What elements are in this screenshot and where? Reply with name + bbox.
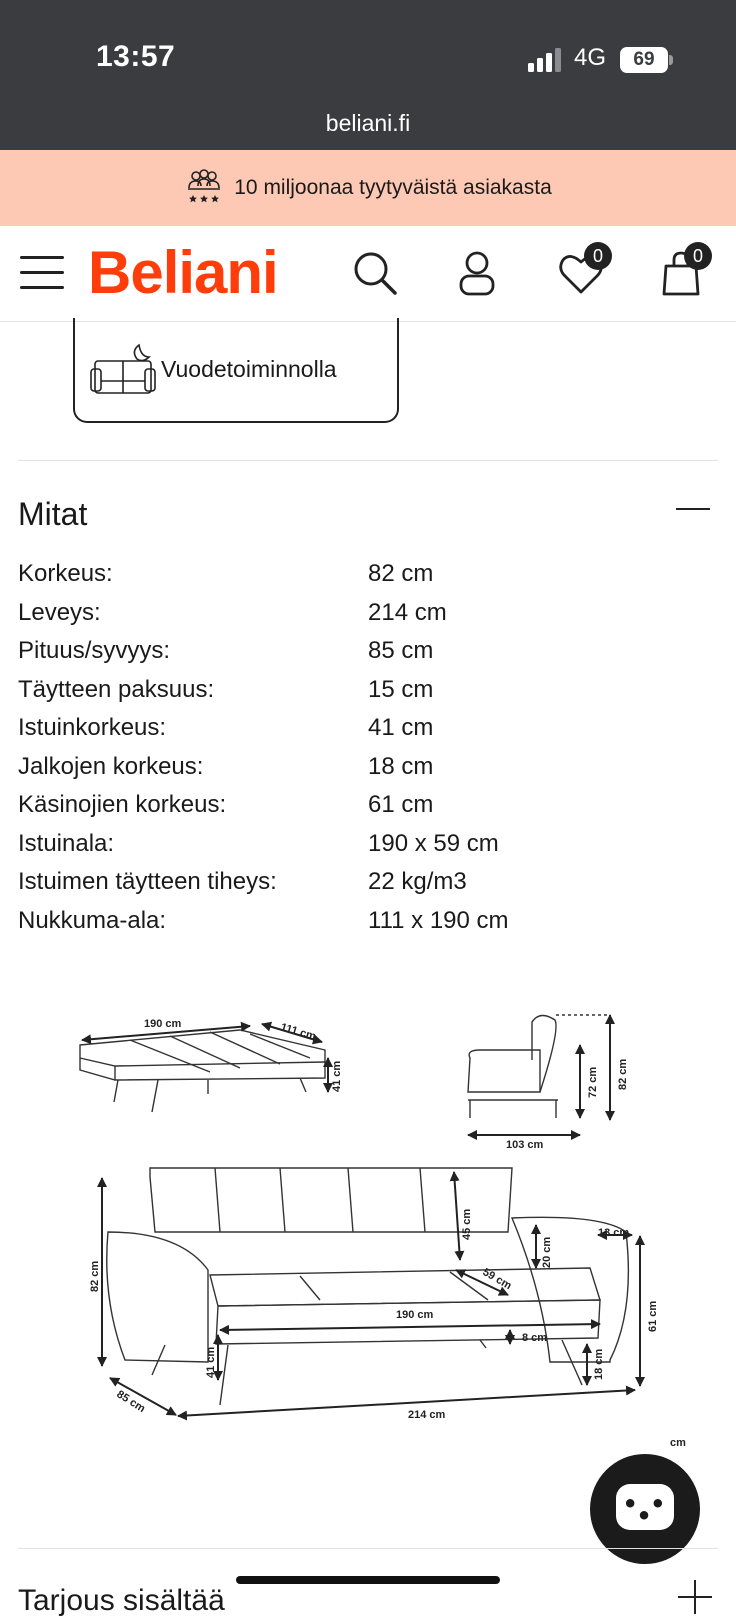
divider — [18, 1548, 718, 1549]
logo[interactable]: Beliani — [88, 239, 278, 306]
spec-value: 41 cm — [368, 714, 434, 742]
search-icon[interactable] — [350, 248, 400, 298]
cart-button[interactable] — [656, 248, 706, 298]
spec-row — [18, 863, 718, 902]
dim-label: 8 cm — [522, 1332, 548, 1344]
wishlist-button[interactable] — [556, 248, 606, 298]
spec-label: Käsinojien korkeus: — [18, 791, 227, 819]
chat-icon: • • • — [616, 1484, 674, 1530]
home-indicator[interactable] — [236, 1576, 500, 1584]
battery-nub — [669, 55, 673, 65]
dim-label: 13 cm — [598, 1227, 630, 1239]
sofa-bed-icon — [89, 341, 157, 399]
dim-label: 41 cm — [331, 1060, 343, 1092]
customers-icon — [184, 168, 224, 208]
url-bar[interactable]: beliani.fi — [325, 110, 411, 136]
collapse-icon[interactable] — [676, 508, 710, 510]
spec-label: Pituus/syvyys: — [18, 637, 171, 665]
status-bar — [0, 0, 736, 150]
spec-value: 85 cm — [368, 637, 434, 665]
spec-row — [18, 671, 718, 710]
spec-value: 190 x 59 cm — [368, 829, 499, 857]
spec-label: Korkeus: — [18, 560, 113, 588]
spec-row — [18, 555, 718, 594]
spec-row — [18, 786, 718, 825]
dim-label: 20 cm — [541, 1236, 553, 1268]
spec-row — [18, 902, 718, 941]
spec-label: Istuinkorkeus: — [18, 714, 167, 742]
offer-includes-title[interactable]: Tarjous sisältää — [18, 1584, 225, 1617]
battery-icon: 69 — [620, 47, 668, 73]
spec-value: 82 cm — [368, 560, 434, 588]
spec-label: Nukkuma-ala: — [18, 906, 167, 934]
status-time: 13:57 — [96, 40, 176, 73]
spec-label: Täytteen paksuus: — [18, 675, 215, 703]
dim-label: 111 cm — [279, 1021, 318, 1043]
dimensions-title[interactable]: Mitat — [18, 496, 88, 532]
dim-label: 72 cm — [587, 1066, 599, 1098]
dim-label: 18 cm — [593, 1348, 605, 1380]
dim-label: 59 cm — [480, 1266, 514, 1293]
spec-label: Istuimen täytteen tiheys: — [18, 868, 277, 896]
spec-value: 15 cm — [368, 675, 434, 703]
cart-count: 0 — [684, 242, 712, 270]
spec-row — [18, 748, 718, 787]
dim-label: 45 cm — [461, 1208, 473, 1240]
dim-label: 82 cm — [617, 1058, 629, 1090]
spec-value: 61 cm — [368, 791, 434, 819]
signal-icon — [528, 48, 564, 72]
spec-row — [18, 632, 718, 671]
feature-sleep-function[interactable] — [73, 318, 399, 423]
spec-row — [18, 825, 718, 864]
promo-text: 10 miljoonaa tyytyväistä asiakasta — [234, 176, 552, 199]
dim-label: 41 cm — [205, 1346, 217, 1378]
spec-row — [18, 594, 718, 633]
promo-banner[interactable] — [0, 150, 736, 226]
feature-label: Vuodetoiminnolla — [161, 356, 337, 382]
account-icon[interactable] — [452, 248, 502, 298]
dim-label: 214 cm — [408, 1409, 446, 1421]
dim-label: 190 cm — [396, 1309, 434, 1321]
spec-value: 22 kg/m3 — [368, 868, 467, 896]
dimension-diagram[interactable] — [70, 1000, 720, 1460]
menu-icon[interactable] — [20, 256, 64, 290]
dim-label: 85 cm — [114, 1388, 148, 1416]
dim-label: cm — [670, 1437, 686, 1449]
spec-value: 111 x 190 cm — [368, 906, 509, 934]
wishlist-count: 0 — [584, 242, 612, 270]
divider — [18, 460, 718, 461]
dim-label: 103 cm — [506, 1139, 544, 1151]
spec-row — [18, 709, 718, 748]
spec-value: 214 cm — [368, 598, 447, 626]
site-header — [0, 226, 736, 322]
spec-label: Istuinala: — [18, 829, 115, 857]
spec-label: Jalkojen korkeus: — [18, 752, 204, 780]
dimensions-list — [18, 555, 718, 940]
expand-icon[interactable] — [678, 1580, 712, 1614]
dim-label: 61 cm — [647, 1300, 659, 1332]
dim-label: 82 cm — [89, 1260, 101, 1292]
spec-value: 18 cm — [368, 752, 434, 780]
dim-label: 190 cm — [144, 1018, 182, 1030]
network-type: 4G — [574, 44, 607, 71]
spec-label: Leveys: — [18, 598, 101, 626]
